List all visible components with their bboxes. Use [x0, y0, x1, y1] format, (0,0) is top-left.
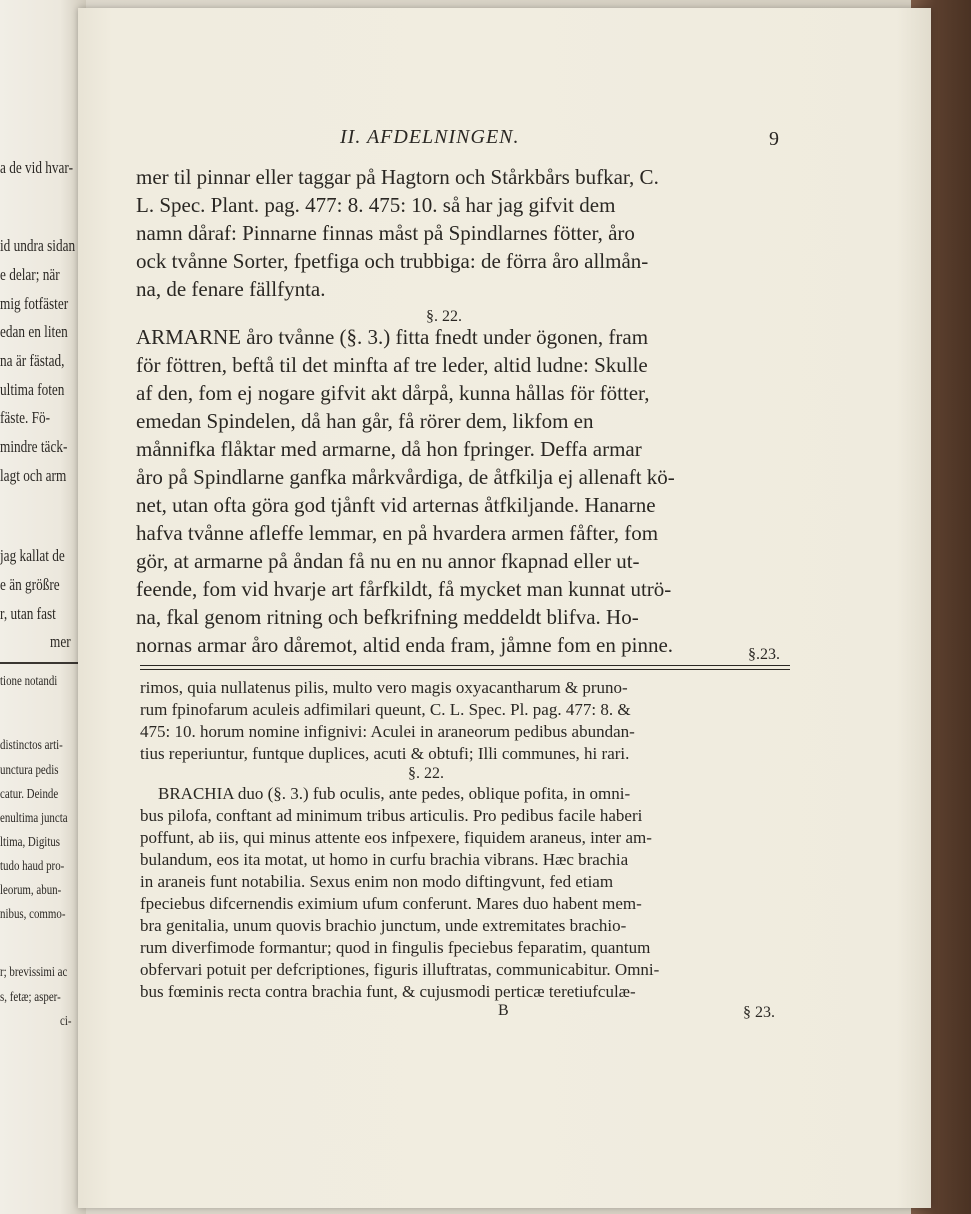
- latin-text-line: obfervari potuit per defcriptiones, figuris illuftratas, communicabitur. Omni-: [140, 960, 660, 979]
- left-page-fragment: fäste. Fö-: [0, 408, 51, 427]
- page-number: 9: [769, 128, 779, 150]
- left-page-fragment: catur. Deinde: [0, 787, 59, 802]
- swedish-text-line: hafva tvånne afleffe lemmar, en på hvardera armen fåfter, fom: [136, 521, 659, 545]
- left-page-fragment: unctura pedis: [0, 763, 59, 778]
- swedish-text-line: L. Spec. Plant. pag. 477: 8. 475: 10. så har jag gifvit dem: [136, 193, 616, 217]
- swedish-text-line: åro på Spindlarne ganfka mårkvårdiga, de åtfkilja ej allenaft kö-: [136, 465, 675, 489]
- catchword-latin: § 23.: [743, 1004, 775, 1021]
- left-page-fragment: enultima juncta: [0, 811, 68, 826]
- left-page-fragment: ltima, Digitus: [0, 835, 61, 850]
- left-page-fragment: tione notandi: [0, 674, 58, 689]
- swedish-text-line: månnifka flåktar med armarne, då hon fpringer. Deffa armar: [136, 437, 642, 461]
- swedish-text-line: na, fkal genom ritning och befkrifning meddeldt blifva. Ho-: [136, 605, 639, 629]
- section-heading: §. 22.: [408, 765, 444, 782]
- latin-text-line: fpeciebus difcernendis eximium ufum conferunt. Mares duo habent mem-: [140, 894, 642, 913]
- page-running-header: II. AFDELNINGEN.: [340, 126, 520, 148]
- swedish-text-line: för föttren, beftå til det minfta af tre leder, altid ludne: Skulle: [136, 353, 648, 377]
- left-page-fragment: edan en liten: [0, 322, 68, 341]
- latin-text-line: rum fpinofarum aculeis adfimilari queunt, C. L. Spec. Pl. pag. 477: 8. &: [140, 700, 631, 719]
- left-page-fragment: tudo haud pro-: [0, 859, 65, 874]
- swedish-text-line: net, utan ofta göra god tjånft vid arternas åtfkiljande. Hanarne: [136, 493, 656, 517]
- latin-text-line: bulandum, eos ita motat, ut homo in curfu brachia vibrans. Hæc brachia: [140, 850, 629, 869]
- swedish-text-line: feende, fom vid hvarje art fårfkildt, få mycket man kunnat utrö-: [136, 577, 672, 601]
- latin-text-line: poffunt, ab iis, qui minus attente eos infpexere, fiquidem araneus, inter am-: [140, 828, 652, 847]
- swedish-text-line: namn dåraf: Pinnarne finnas måst på Spindlarnes fötter, åro: [136, 221, 635, 245]
- latin-text-line: tius reperiuntur, funtque duplices, acuti & obtufi; Illi communes, hi rari.: [140, 744, 630, 763]
- left-facing-page: [0, 0, 86, 1214]
- left-page-fragment: leorum, abun-: [0, 883, 62, 898]
- latin-text-line: rum diverfimode formantur; quod in fingulis fpeciebus feparatim, quantum: [140, 938, 651, 957]
- catchword-swedish: §.23.: [748, 646, 780, 663]
- left-page-fragment: distinctos arti-: [0, 738, 63, 753]
- left-page-fragment: ci-: [60, 1014, 72, 1029]
- left-page-fragment: id undra sidan: [0, 236, 76, 255]
- latin-text-line: in araneis funt notabilia. Sexus enim non modo diftingvunt, fed etiam: [140, 872, 614, 891]
- swedish-text-line: ARMARNE åro tvånne (§. 3.) fitta fnedt under ögonen, fram: [136, 325, 649, 349]
- left-page-fragment: e delar; när: [0, 265, 60, 284]
- left-page-fragment: a de vid hvar-: [0, 158, 74, 177]
- left-page-fragment: mer: [50, 632, 71, 651]
- swedish-text-line: ock tvånne Sorter, fpetfiga och trubbiga: de förra åro allmån-: [136, 249, 649, 273]
- swedish-text-line: gör, at armarne på åndan få nu en nu annor fkapnad eller ut-: [136, 549, 640, 573]
- swedish-text-line: af den, fom ej nogare gifvit akt dårpå, kunna hållas för fötter,: [136, 381, 650, 405]
- left-page-fragment: r; brevissimi ac: [0, 965, 68, 980]
- latin-text-line: BRACHIA duo (§. 3.) fub oculis, ante pedes, oblique pofita, in omni-: [158, 784, 631, 803]
- latin-text-line: bus fœminis recta contra brachia funt, & cujusmodi perticæ teretiufculæ-: [140, 982, 636, 1001]
- swedish-text-line: nornas armar åro dåremot, altid enda fram, jåmne fom en pinne.: [136, 633, 674, 657]
- latin-text-line: rimos, quia nullatenus pilis, multo vero magis oxyacantharum & pruno-: [140, 678, 628, 697]
- left-page-fragment: s, fetæ; asper-: [0, 990, 61, 1005]
- left-page-fragment: lagt och arm: [0, 466, 67, 485]
- left-page-fragment: na är fästad,: [0, 351, 65, 370]
- left-page-fragment: jag kallat de: [0, 546, 65, 565]
- left-page-fragment: ultima foten: [0, 380, 65, 399]
- left-page-fragment: nibus, commo-: [0, 907, 66, 922]
- section-heading: §. 22.: [426, 308, 462, 325]
- left-page-fragment: r, utan fast: [0, 604, 56, 623]
- separator-rule: [140, 665, 790, 673]
- swedish-text-line: mer til pinnar eller taggar på Hagtorn och Stårkbårs bufkar, C.: [136, 165, 659, 189]
- latin-text-line: bra genitalia, unum quovis brachio junctum, unde extremitates brachio-: [140, 916, 627, 935]
- left-page-fragment: mig fotfäster: [0, 294, 69, 313]
- left-page-rule: [0, 662, 86, 664]
- latin-text-line: bus pilofa, conftant ad minimum tribus articulis. Pro pedibus facile haberi: [140, 806, 643, 825]
- signature-mark: B: [498, 1002, 509, 1019]
- left-page-fragment: mindre täck-: [0, 437, 68, 456]
- swedish-text-line: na, de fenare fällfynta.: [136, 277, 326, 301]
- book-page: [78, 8, 931, 1208]
- swedish-text-line: emedan Spindelen, då han går, få rörer dem, likfom en: [136, 409, 594, 433]
- left-page-fragment: e än größre: [0, 575, 60, 594]
- latin-text-line: 475: 10. horum nomine infignivi: Aculei in araneorum pedibus abundan-: [140, 722, 635, 741]
